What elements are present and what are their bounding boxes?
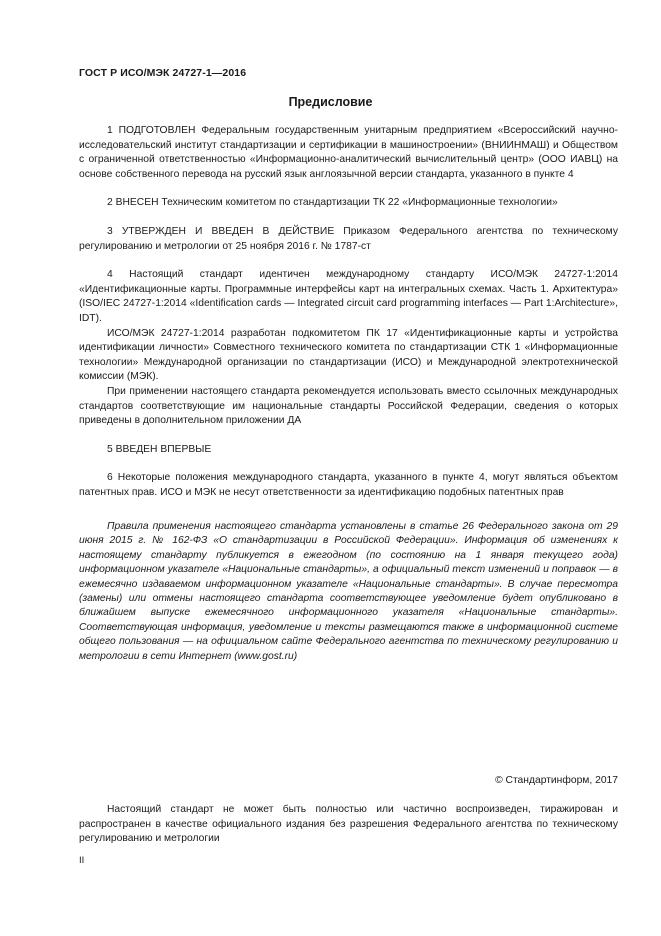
paragraph-4-developer: ИСО/МЭК 24727-1:2014 разработан подкомитетом ПК 17 «Идентификационные карты и устройства идентификации личности» Совместного технического комитета по стандартизации СТК 1 «Информационные технологии» Международной организации по стандартизации (ИСО) и Международной электротехнической комиссии (МЭК). (79, 327, 618, 383)
notice-text: Настоящий стандарт не может быть полностью или частично воспроизведен, тиражирован и распространен в качестве официального издания без разрешения Федерального агентства по техническому регулированию и метрологии (79, 804, 618, 845)
paragraph-4: 4 Настоящий стандарт идентичен международному стандарту ИСО/МЭК 24727-1:2014 «Идентификационные карты. Программные интерфейсы карт на интегральных схемах. Часть 1. Архитектура» (ISO/IEC 24727-1:2014 «Identification cards — Integrated circuit card programming interfaces — Part 1:Architecture», IDT). (79, 269, 618, 324)
italic-note-text: Правила применения настоящего стандарта установлены в статье 26 Федерального закона от 29 июня 2015 г. № 162-ФЗ «О стандартизации в Российской Федерации». Информация об изменениях к настоящему стандарту публикуется в ежегодном (по состоянию на 1 января текущего года) информационном указателе «Национальные стандарты», а официальный текст изменений и поправок — в ежемесячно издаваемом информационном указателе «Национальные стандарты». В случае пересмотра (замены) или отмены настоящего стандарта соответствующее уведомление будет опубликовано в ближайшем выпуске ежемесячного информационного указателя «Национальные стандарты». Соответствующая информация, уведомление и тексты размещаются также в информационной системе общего пользования — на официальном сайте Федерального агентства по техническому регулированию и метрологии в сети Интернет (www.gost.ru) (79, 521, 618, 662)
application-rules-note (79, 520, 618, 664)
paragraph-6: 6 Некоторые положения международного стандарта, указанного в пункте 4, могут являться объектом патентных прав. ИСО и МЭК не несут ответственности за идентификацию подобных патентных прав (79, 472, 618, 498)
document-header: ГОСТ Р ИСО/МЭК 24727-1—2016 (79, 67, 247, 79)
foreword-body (79, 124, 618, 500)
paragraph-1: 1 ПОДГОТОВЛЕН Федеральным государственным унитарным предприятием «Всероссийский научно-исследовательский институт стандартизации и сертификации в машиностроении» (ВНИИНМАШ) и Обществом с ограниченной ответственностью «Информационно-аналитический вычислительный центр» (ООО ИАВЦ) на основе собственного перевода на русский язык англоязычной версии стандарта, указанного в пункте 4 (79, 125, 618, 180)
paragraph-4-references: При применении настоящего стандарта рекомендуется использовать вместо ссылочных международных стандартов соответствующие им национальные стандарты Российской Федерации, сведения о которых приведены в дополнительном приложении ДА (79, 385, 618, 427)
section-title: Предисловие (288, 95, 373, 109)
paragraph-5: 5 ВВЕДЕН ВПЕРВЫЕ (107, 443, 212, 455)
reproduction-notice (79, 803, 618, 847)
page-number: II (79, 855, 85, 866)
paragraph-3: 3 УТВЕРЖДЕН И ВВЕДЕН В ДЕЙСТВИЕ Приказом Федерального агентства по техническому регулированию и метрологии от 25 ноября 2016 г. № 1787-ст (79, 225, 618, 252)
copyright-line: © Стандартинформ, 2017 (495, 775, 618, 786)
paragraph-2: 2 ВНЕСЕН Техническим комитетом по стандартизации ТК 22 «Информационные технологии» (107, 197, 558, 209)
